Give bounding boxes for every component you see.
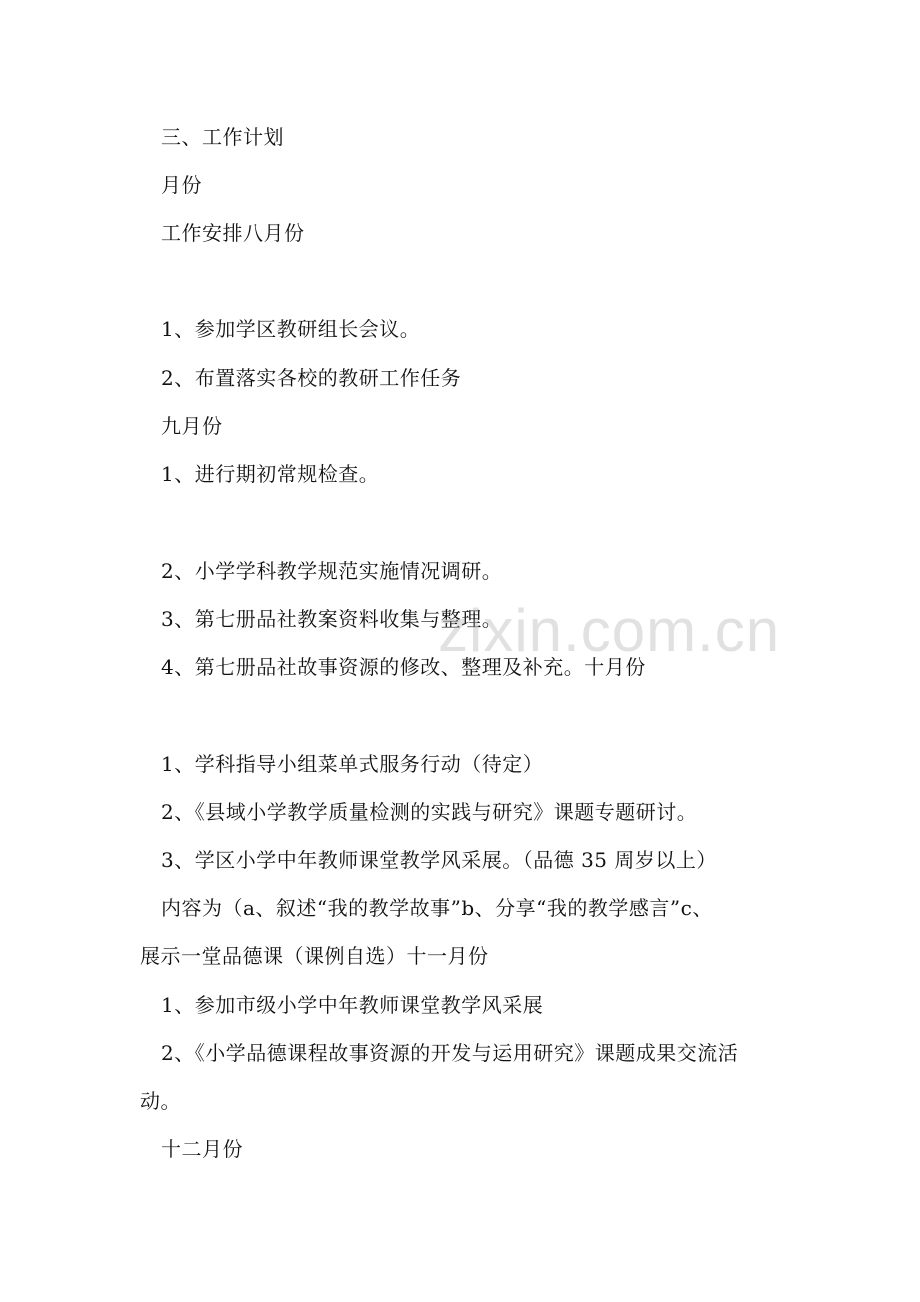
watermark: zixin.com.cn [438, 597, 781, 664]
text-line: 1、参加市级小学中年教师课堂教学风采展 [161, 993, 544, 1017]
text-line: 3、学区小学中年教师课堂教学风采展。（品德 35 周岁以上） [161, 848, 717, 872]
text-line: 2、《小学品德课程故事资源的开发与运用研究》课题成果交流活 [161, 1041, 739, 1065]
text-line: 十二月份 [161, 1137, 243, 1161]
text-line: 1、进行期初常规检查。 [161, 462, 380, 486]
text-line: 九月份 [161, 414, 223, 438]
text-line: 动。 [140, 1089, 181, 1113]
text-line: 1、学科指导小组菜单式服务行动（待定） [161, 752, 544, 776]
text-line: 2、《县域小学教学质量检测的实践与研究》课题专题研讨。 [161, 800, 698, 824]
text-line: 内容为（a、叙述“我的教学故事”b、分享“我的教学感言”c、 [161, 896, 713, 920]
text-line: 工作安排八月份 [161, 221, 305, 245]
text-line: 展示一堂品德课（课例自选）十一月份 [140, 944, 489, 968]
section-heading: 三、工作计划 [161, 125, 284, 149]
text-line: 月份 [161, 173, 202, 197]
text-line: 4、第七册品社故事资源的修改、整理及补充。十月份 [161, 655, 646, 679]
text-line: 3、第七册品社教案资料收集与整理。 [161, 607, 503, 631]
text-line: 2、布置落实各校的教研工作任务 [161, 366, 462, 390]
text-line: 1、参加学区教研组长会议。 [161, 317, 421, 341]
text-line: 2、小学学科教学规范实施情况调研。 [161, 559, 503, 583]
